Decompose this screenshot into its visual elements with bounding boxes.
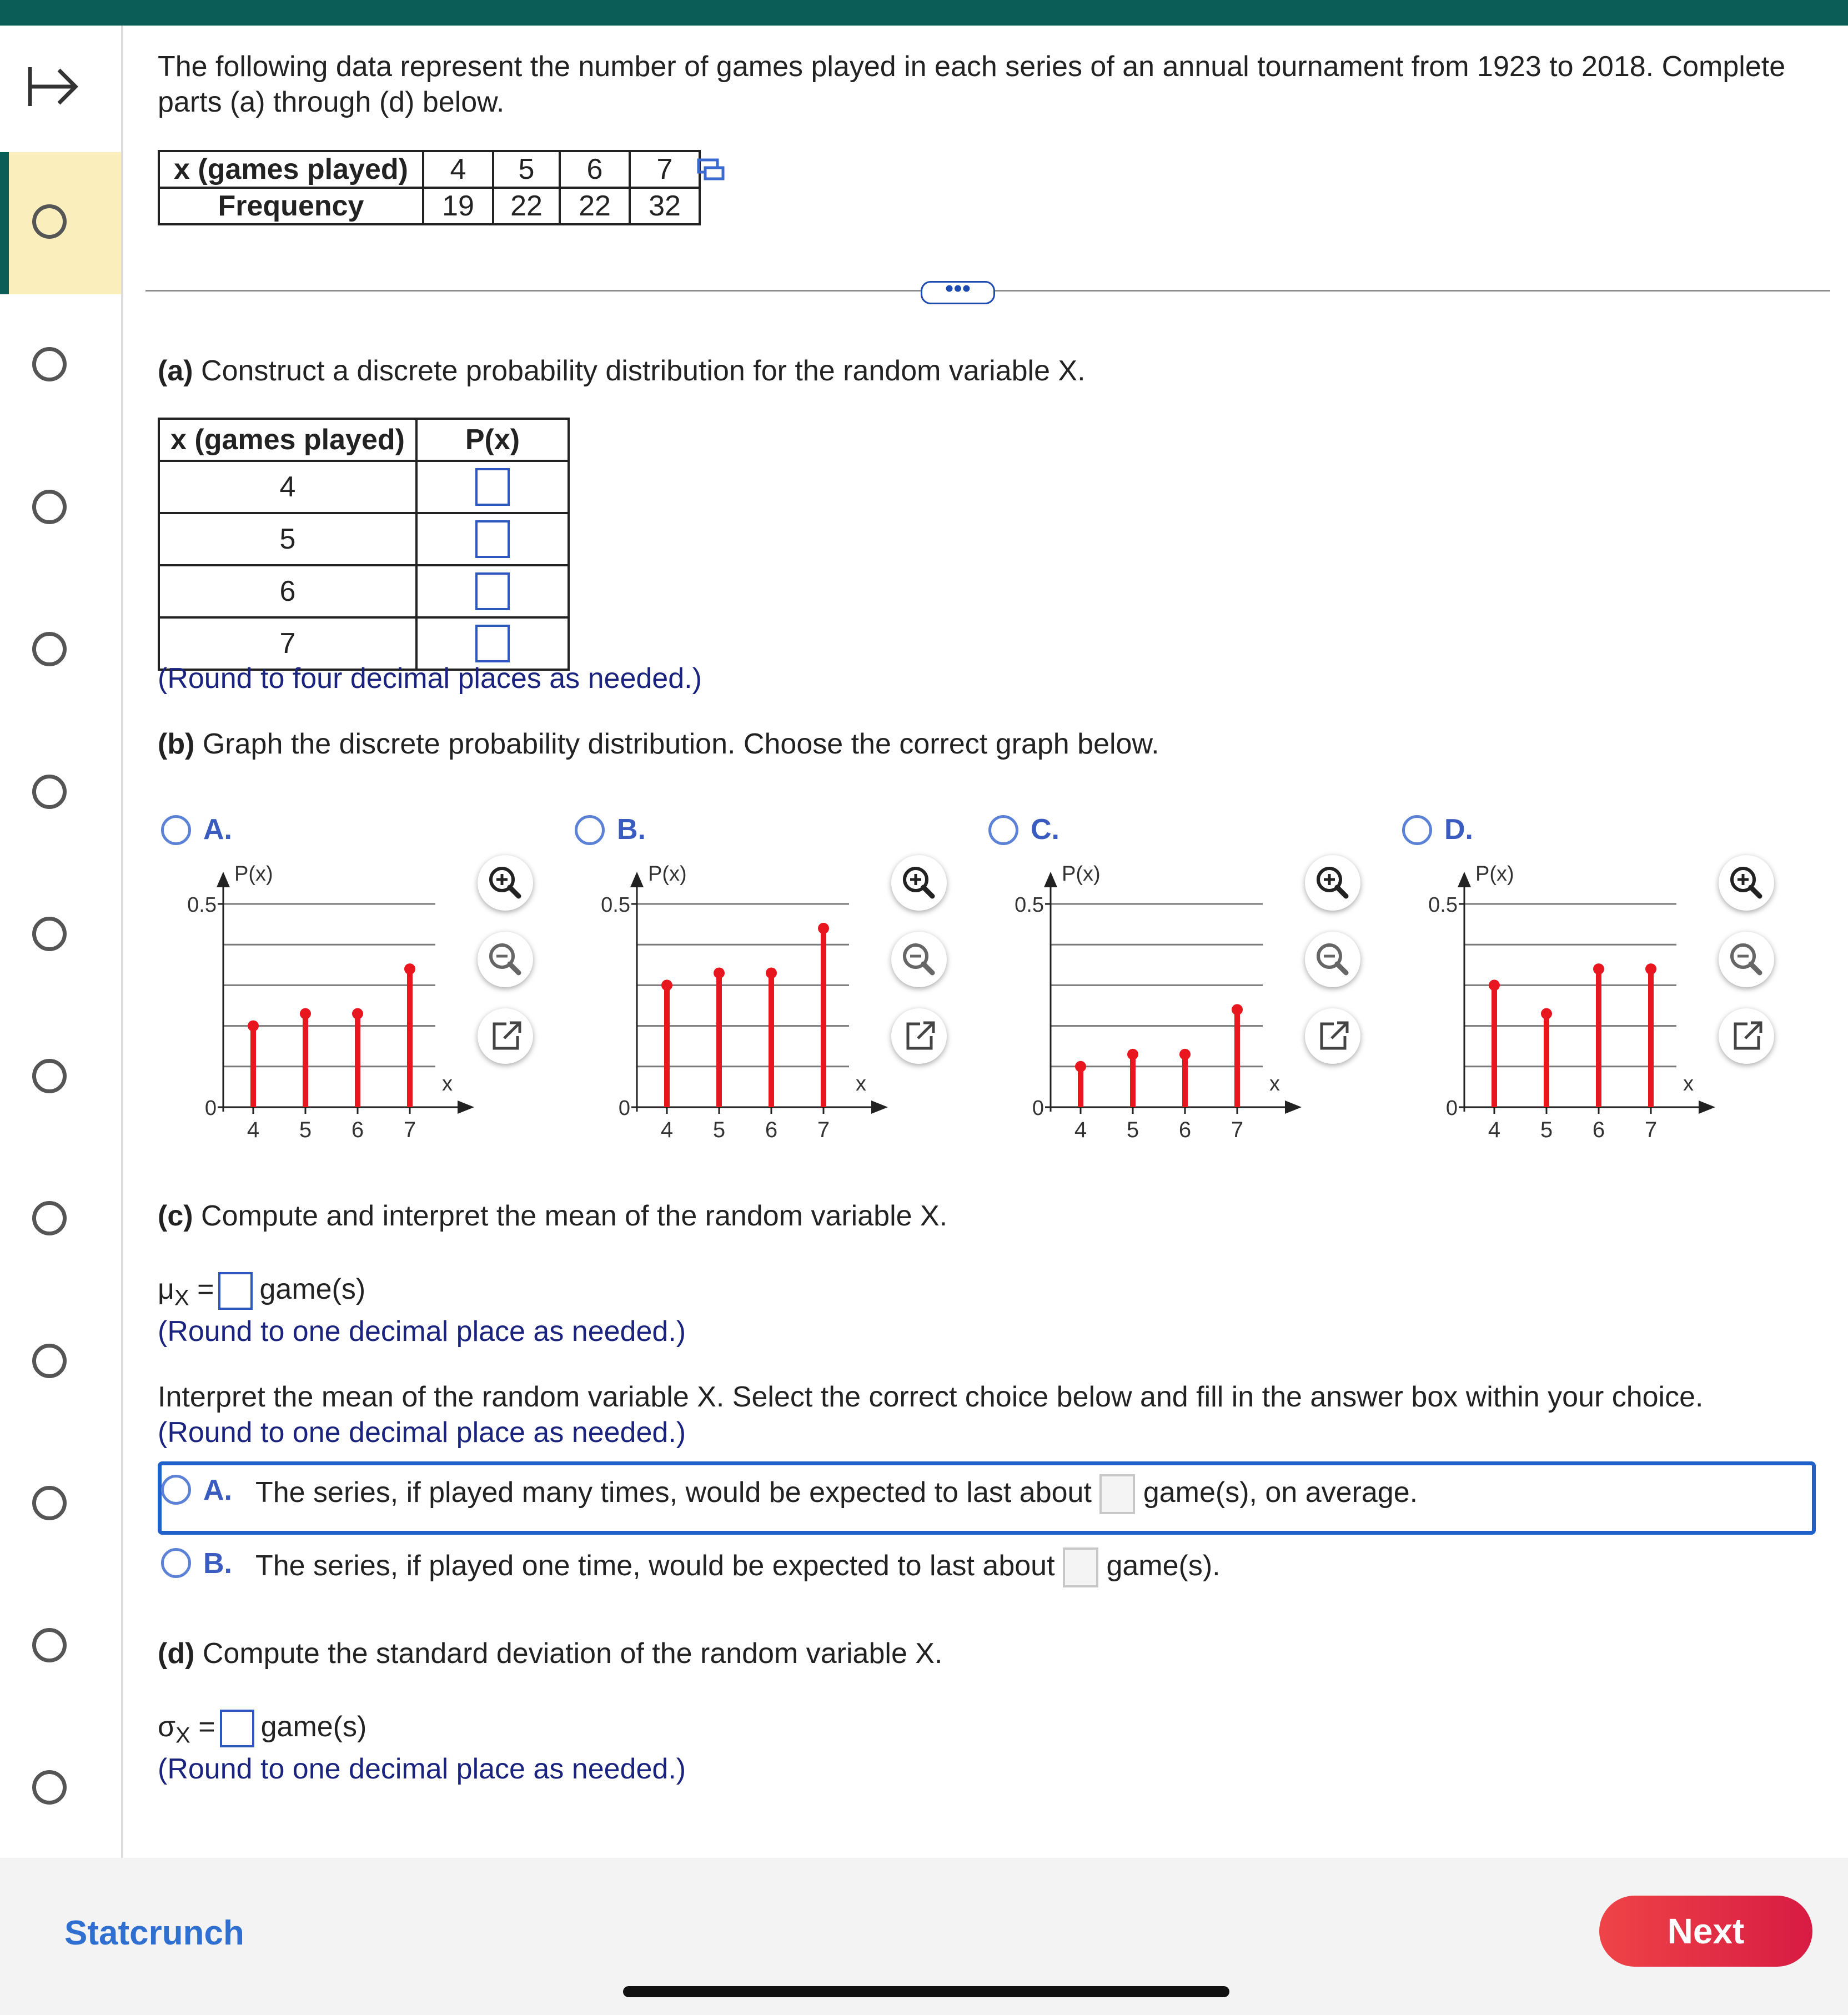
intro-line-2: parts (a) through (d) below.: [158, 86, 505, 118]
px-input-5[interactable]: [475, 520, 510, 558]
xtick-label: 7: [1231, 1118, 1244, 1142]
question-5-status-circle[interactable]: [32, 775, 67, 809]
zoom-out-icon[interactable]: [1305, 932, 1360, 987]
bar-point-x7: [404, 963, 415, 974]
question-3-status-circle[interactable]: [32, 490, 67, 524]
graph-option-a-radio[interactable]: [161, 815, 191, 845]
x-axis-arrow: [871, 1101, 888, 1114]
mean-answer-row: [158, 1267, 365, 1320]
question-4-status-circle[interactable]: [32, 632, 67, 666]
dist-x-cell: 7: [159, 617, 416, 670]
table-cell: 32: [630, 188, 700, 224]
interpret-prompt: Interpret the mean of the random variable X. Select the correct choice below and fill in the answer box within your choice.: [158, 1381, 1704, 1413]
part-a-prompt: (a) Construct a discrete probability distribution for the random variable X.: [158, 355, 1086, 387]
xtick-label: 6: [765, 1118, 778, 1142]
px-input-6[interactable]: [475, 572, 510, 610]
open-external-icon[interactable]: [1719, 1008, 1774, 1064]
table-cell: 4: [423, 151, 493, 188]
x-axis-arrow: [1699, 1101, 1715, 1114]
arrow-right-to-bar-icon[interactable]: [22, 56, 83, 117]
bar-point-x7: [1232, 1004, 1243, 1015]
graph-option-letter: A.: [203, 813, 232, 846]
xlabel: x: [1683, 1072, 1694, 1096]
table-header-x: x (games played): [159, 151, 423, 188]
ytick-label: 0.5: [187, 893, 217, 917]
y-axis-arrow: [1044, 872, 1057, 887]
bar-point-x6: [1179, 1049, 1191, 1060]
graph-option-d-chart[interactable]: [1402, 855, 1735, 1144]
dist-px-cell: [416, 565, 569, 617]
home-indicator: [623, 1986, 1229, 1997]
part-b-prompt: (b) Graph the discrete probability distribution. Choose the correct graph below.: [158, 728, 1159, 760]
x-axis-arrow: [458, 1101, 474, 1114]
mean-unit: game(s): [259, 1273, 366, 1305]
sigma-symbol: σ: [158, 1711, 176, 1743]
y-axis-arrow: [1458, 872, 1471, 887]
more-options-button[interactable]: •••: [921, 281, 995, 304]
question-2-status-circle[interactable]: [32, 347, 67, 381]
dist-px-cell: [416, 461, 569, 513]
open-external-icon[interactable]: [891, 1008, 947, 1064]
bar-point-x5: [1541, 1008, 1552, 1019]
graph-option-d-radio[interactable]: [1402, 815, 1432, 845]
question-11-status-circle[interactable]: [32, 1628, 67, 1662]
dist-x-cell: 4: [159, 461, 416, 513]
bar-point-x7: [1645, 963, 1656, 974]
choice-b-radio[interactable]: [161, 1548, 191, 1578]
question-1-status-circle[interactable]: [32, 204, 67, 239]
ytick-label: 0: [204, 1097, 217, 1120]
interpret-hint: (Round to one decimal place as needed.): [158, 1416, 686, 1449]
question-9-status-circle[interactable]: [32, 1344, 67, 1378]
choice-a-text[interactable]: The series, if played many times, would be expected to last about game(s), on average.: [255, 1470, 1418, 1515]
copy-table-icon[interactable]: [696, 157, 725, 182]
xtick-label: 7: [817, 1118, 830, 1142]
open-external-icon[interactable]: [478, 1008, 533, 1064]
question-8-status-circle[interactable]: [32, 1201, 67, 1235]
xlabel: x: [856, 1072, 866, 1096]
graph-option-c-chart[interactable]: [988, 855, 1322, 1144]
zoom-in-icon[interactable]: [1305, 855, 1360, 911]
graph-option-c-radio[interactable]: [988, 815, 1018, 845]
bar-point-x6: [352, 1008, 363, 1019]
px-input-4[interactable]: [475, 468, 510, 506]
ytick-label: 0.5: [1428, 893, 1458, 917]
table-cell: 5: [493, 151, 560, 188]
zoom-out-icon[interactable]: [1719, 932, 1774, 987]
table-header-frequency: Frequency: [159, 188, 423, 224]
ylabel: P(x): [1475, 862, 1514, 886]
equals-sign: =: [198, 1711, 215, 1743]
equals-sign: =: [197, 1273, 214, 1305]
statcrunch-link[interactable]: Statcrunch: [64, 1914, 244, 1952]
xtick-label: 4: [660, 1118, 674, 1142]
ytick-label: 0: [1032, 1097, 1044, 1120]
dist-header-x: x (games played): [159, 419, 416, 461]
graph-option-letter: D.: [1444, 813, 1473, 846]
xtick-label: 6: [1178, 1118, 1192, 1142]
next-button[interactable]: Next: [1599, 1896, 1812, 1967]
ylabel: P(x): [1062, 862, 1101, 886]
mean-input[interactable]: [218, 1272, 253, 1310]
zoom-in-icon[interactable]: [1719, 855, 1774, 911]
sd-unit: game(s): [260, 1711, 367, 1743]
xtick-label: 5: [712, 1118, 726, 1142]
dist-x-cell: 6: [159, 565, 416, 617]
sd-input[interactable]: [220, 1710, 254, 1747]
bar-point-x6: [1593, 963, 1604, 974]
intro-line-1: The following data represent the number of games played in each series of an annual tournament from 1923 to 2018. Complete: [158, 51, 1786, 83]
bar-point-x5: [1127, 1049, 1138, 1060]
xtick-label: 7: [403, 1118, 416, 1142]
choice-b-text[interactable]: The series, if played one time, would be expected to last about game(s).: [255, 1544, 1221, 1588]
ytick-label: 0: [1445, 1097, 1458, 1120]
ylabel: P(x): [234, 862, 273, 886]
part-a-hint: (Round to four decimal places as needed.): [158, 662, 702, 695]
ytick-label: 0.5: [1015, 893, 1044, 917]
graph-option-b-radio[interactable]: [575, 815, 605, 845]
dist-x-cell: 5: [159, 513, 416, 565]
frequency-table: [158, 150, 701, 225]
choice-a-input[interactable]: [1099, 1474, 1135, 1514]
ylabel: P(x): [648, 862, 687, 886]
open-external-icon[interactable]: [1305, 1008, 1360, 1064]
xtick-label: 5: [1540, 1118, 1553, 1142]
y-axis-arrow: [630, 872, 644, 887]
bar-point-x4: [661, 979, 672, 991]
xtick-label: 4: [1488, 1118, 1501, 1142]
table-cell: 22: [493, 188, 560, 224]
question-10-status-circle[interactable]: [32, 1486, 67, 1520]
x-axis-arrow: [1285, 1101, 1302, 1114]
zoom-in-icon[interactable]: [478, 855, 533, 911]
bar-point-x4: [248, 1021, 259, 1032]
y-axis-arrow: [217, 872, 230, 887]
choice-b-letter: B.: [203, 1547, 232, 1580]
ytick-label: 0.5: [601, 893, 630, 917]
choice-b-input[interactable]: [1063, 1547, 1098, 1587]
mu-symbol: μ: [158, 1273, 174, 1305]
xlabel: x: [1269, 1072, 1280, 1096]
dist-px-cell: [416, 513, 569, 565]
ytick-label: 0: [618, 1097, 630, 1120]
bar-point-x7: [818, 923, 829, 934]
table-cell: 19: [423, 188, 493, 224]
bar-point-x4: [1489, 979, 1500, 991]
mu-subscript: X: [174, 1285, 189, 1310]
sd-answer-row: [158, 1705, 366, 1757]
part-d-hint: (Round to one decimal place as needed.): [158, 1753, 686, 1785]
probability-distribution-table: [158, 418, 570, 671]
graph-option-letter: B.: [617, 813, 646, 846]
part-c-prompt: (c) Compute and interpret the mean of the random variable X.: [158, 1200, 948, 1232]
xtick-label: 7: [1644, 1118, 1658, 1142]
xtick-label: 4: [247, 1118, 260, 1142]
zoom-out-icon[interactable]: [891, 932, 947, 987]
bar-point-x5: [714, 967, 725, 978]
zoom-out-icon[interactable]: [478, 932, 533, 987]
bar-point-x4: [1075, 1061, 1086, 1072]
xlabel: x: [442, 1072, 453, 1096]
bar-point-x6: [766, 967, 777, 978]
table-cell: 7: [630, 151, 700, 188]
question-12-status-circle[interactable]: [32, 1770, 67, 1805]
xtick-label: 6: [1592, 1118, 1605, 1142]
question-6-status-circle[interactable]: [32, 917, 67, 951]
part-d-prompt: (d) Compute the standard deviation of the random variable X.: [158, 1637, 943, 1670]
dist-header-px: P(x): [416, 419, 569, 461]
xtick-label: 5: [1126, 1118, 1139, 1142]
question-7-status-circle[interactable]: [32, 1059, 67, 1093]
graph-option-a-chart[interactable]: [161, 855, 494, 1144]
bar-point-x5: [300, 1008, 311, 1019]
top-bar: [0, 0, 1848, 26]
graph-option-b-chart[interactable]: [575, 855, 908, 1144]
choice-a-letter: A.: [203, 1474, 232, 1506]
table-cell: 6: [560, 151, 630, 188]
px-input-7[interactable]: [475, 625, 510, 662]
table-cell: 22: [560, 188, 630, 224]
xtick-label: 6: [351, 1118, 364, 1142]
sigma-subscript: X: [175, 1723, 190, 1748]
zoom-in-icon[interactable]: [891, 855, 947, 911]
xtick-label: 5: [299, 1118, 312, 1142]
graph-option-letter: C.: [1031, 813, 1059, 846]
part-c-hint: (Round to one decimal place as needed.): [158, 1315, 686, 1348]
choice-a-radio[interactable]: [161, 1475, 191, 1505]
xtick-label: 4: [1074, 1118, 1087, 1142]
